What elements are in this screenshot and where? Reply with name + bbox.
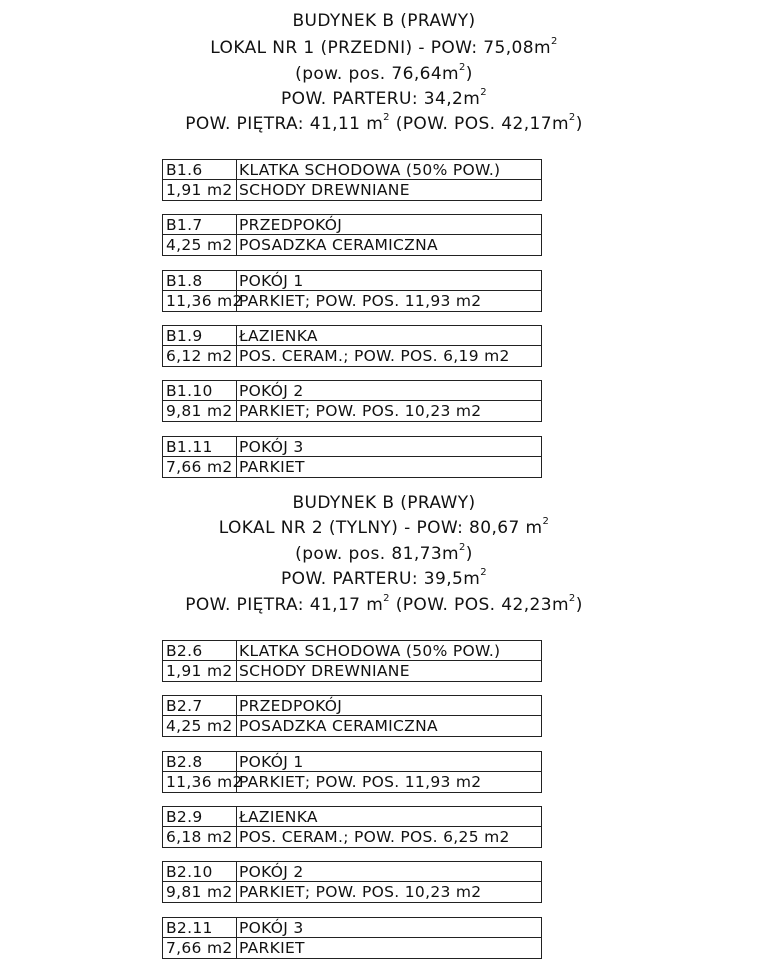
table-row: [163, 938, 541, 958]
table-row: [163, 291, 541, 311]
room-table: [162, 640, 542, 682]
table-row: [163, 752, 541, 772]
upper-floor-area-line: POW. PIĘTRA: 41,11 $m^2$ (POW. POS. $42,17m^2$): [185, 112, 583, 134]
table-row: [163, 882, 541, 902]
room-table: [162, 325, 542, 367]
table-row: [163, 827, 541, 847]
room-name: PRZEDPOKÓJ: [239, 216, 343, 234]
building-title: BUDYNEK B (PRAWY): [292, 11, 476, 31]
room-table: [162, 159, 542, 201]
room-description: PARKIET; POW. POS. 11,93 m2: [239, 292, 482, 310]
room-description: PARKIET; POW. POS. 11,93 m2: [239, 773, 482, 791]
room-table: [162, 380, 542, 422]
table-row: [163, 180, 541, 200]
table-row: [163, 437, 541, 457]
room-area: 1,91 m2: [166, 662, 233, 680]
room-area: 1,91 m2: [166, 181, 233, 199]
room-description: PARKIET; POW. POS. 10,23 m2: [239, 402, 482, 420]
room-description: POS. CERAM.; POW. POS. 6,25 m2: [239, 828, 510, 846]
room-name: POKÓJ 2: [239, 382, 304, 400]
room-table: [162, 695, 542, 737]
room-table: [162, 436, 542, 478]
room-table: [162, 751, 542, 793]
room-id: B1.9: [166, 327, 203, 345]
room-area: 4,25 m2: [166, 717, 233, 735]
table-row: [163, 918, 541, 938]
room-table: [162, 917, 542, 959]
room-id: B2.10: [166, 863, 213, 881]
room-area: 9,81 m2: [166, 402, 233, 420]
room-description: PARKIET: [239, 939, 305, 957]
table-row: [163, 235, 541, 255]
room-id: B1.7: [166, 216, 203, 234]
room-name: POKÓJ 3: [239, 919, 304, 937]
room-name: POKÓJ 1: [239, 272, 304, 290]
room-id: B2.6: [166, 642, 203, 660]
table-row: [163, 772, 541, 792]
table-row: [163, 716, 541, 736]
room-area: 9,81 m2: [166, 883, 233, 901]
table-row: [163, 862, 541, 882]
room-id: B2.11: [166, 919, 213, 937]
usable-area-line: (pow. pos. $76,64m^2$): [295, 62, 473, 84]
usable-area-line: (pow. pos. $81,73m^2$): [295, 542, 473, 564]
unit-title: LOKAL NR 1 (PRZEDNI) - POW: $75,08m^2$: [210, 36, 558, 58]
room-table: [162, 806, 542, 848]
room-description: SCHODY DREWNIANE: [239, 662, 410, 680]
room-id: B1.8: [166, 272, 203, 290]
room-name: POKÓJ 3: [239, 438, 304, 456]
room-description: PARKIET: [239, 458, 305, 476]
room-name: ŁAZIENKA: [239, 808, 318, 826]
room-id: B2.9: [166, 808, 203, 826]
room-name: ŁAZIENKA: [239, 327, 318, 345]
table-row: [163, 160, 541, 180]
room-id: B1.10: [166, 382, 213, 400]
room-description: POSADZKA CERAMICZNA: [239, 236, 438, 254]
table-row: [163, 661, 541, 681]
room-description: POS. CERAM.; POW. POS. 6,19 m2: [239, 347, 510, 365]
table-row: [163, 271, 541, 291]
unit-title: LOKAL NR 2 (TYLNY) - POW: 80,67 $m^2$: [218, 516, 550, 538]
room-area: 4,25 m2: [166, 236, 233, 254]
table-row: [163, 457, 541, 477]
room-id: B1.6: [166, 161, 203, 179]
table-row: [163, 381, 541, 401]
room-description: PARKIET; POW. POS. 10,23 m2: [239, 883, 482, 901]
room-area: 7,66 m2: [166, 939, 233, 957]
room-name: POKÓJ 1: [239, 753, 304, 771]
room-area: 11,36 m2: [166, 773, 243, 791]
room-area: 6,12 m2: [166, 347, 233, 365]
room-table: [162, 214, 542, 256]
table-row: [163, 641, 541, 661]
room-name: KLATKA SCHODOWA (50% POW.): [239, 161, 501, 179]
table-row: [163, 215, 541, 235]
room-area: 7,66 m2: [166, 458, 233, 476]
room-id: B2.8: [166, 753, 203, 771]
room-description: SCHODY DREWNIANE: [239, 181, 410, 199]
table-row: [163, 326, 541, 346]
room-name: POKÓJ 2: [239, 863, 304, 881]
room-description: POSADZKA CERAMICZNA: [239, 717, 438, 735]
table-row: [163, 401, 541, 421]
table-row: [163, 346, 541, 366]
room-table: [162, 270, 542, 312]
room-table: [162, 861, 542, 903]
upper-floor-area-line: POW. PIĘTRA: 41,17 $m^2$ (POW. POS. $42,23m^2$): [185, 593, 583, 615]
building-title: BUDYNEK B (PRAWY): [292, 493, 476, 513]
room-name: PRZEDPOKÓJ: [239, 697, 343, 715]
room-name: KLATKA SCHODOWA (50% POW.): [239, 642, 501, 660]
room-area: 11,36 m2: [166, 292, 243, 310]
room-id: B2.7: [166, 697, 203, 715]
ground-floor-area-line: POW. PARTERU: $34,2m^2$: [281, 87, 487, 109]
ground-floor-area-line: POW. PARTERU: $39,5m^2$: [281, 567, 487, 589]
room-area: 6,18 m2: [166, 828, 233, 846]
table-row: [163, 807, 541, 827]
table-row: [163, 696, 541, 716]
room-id: B1.11: [166, 438, 213, 456]
